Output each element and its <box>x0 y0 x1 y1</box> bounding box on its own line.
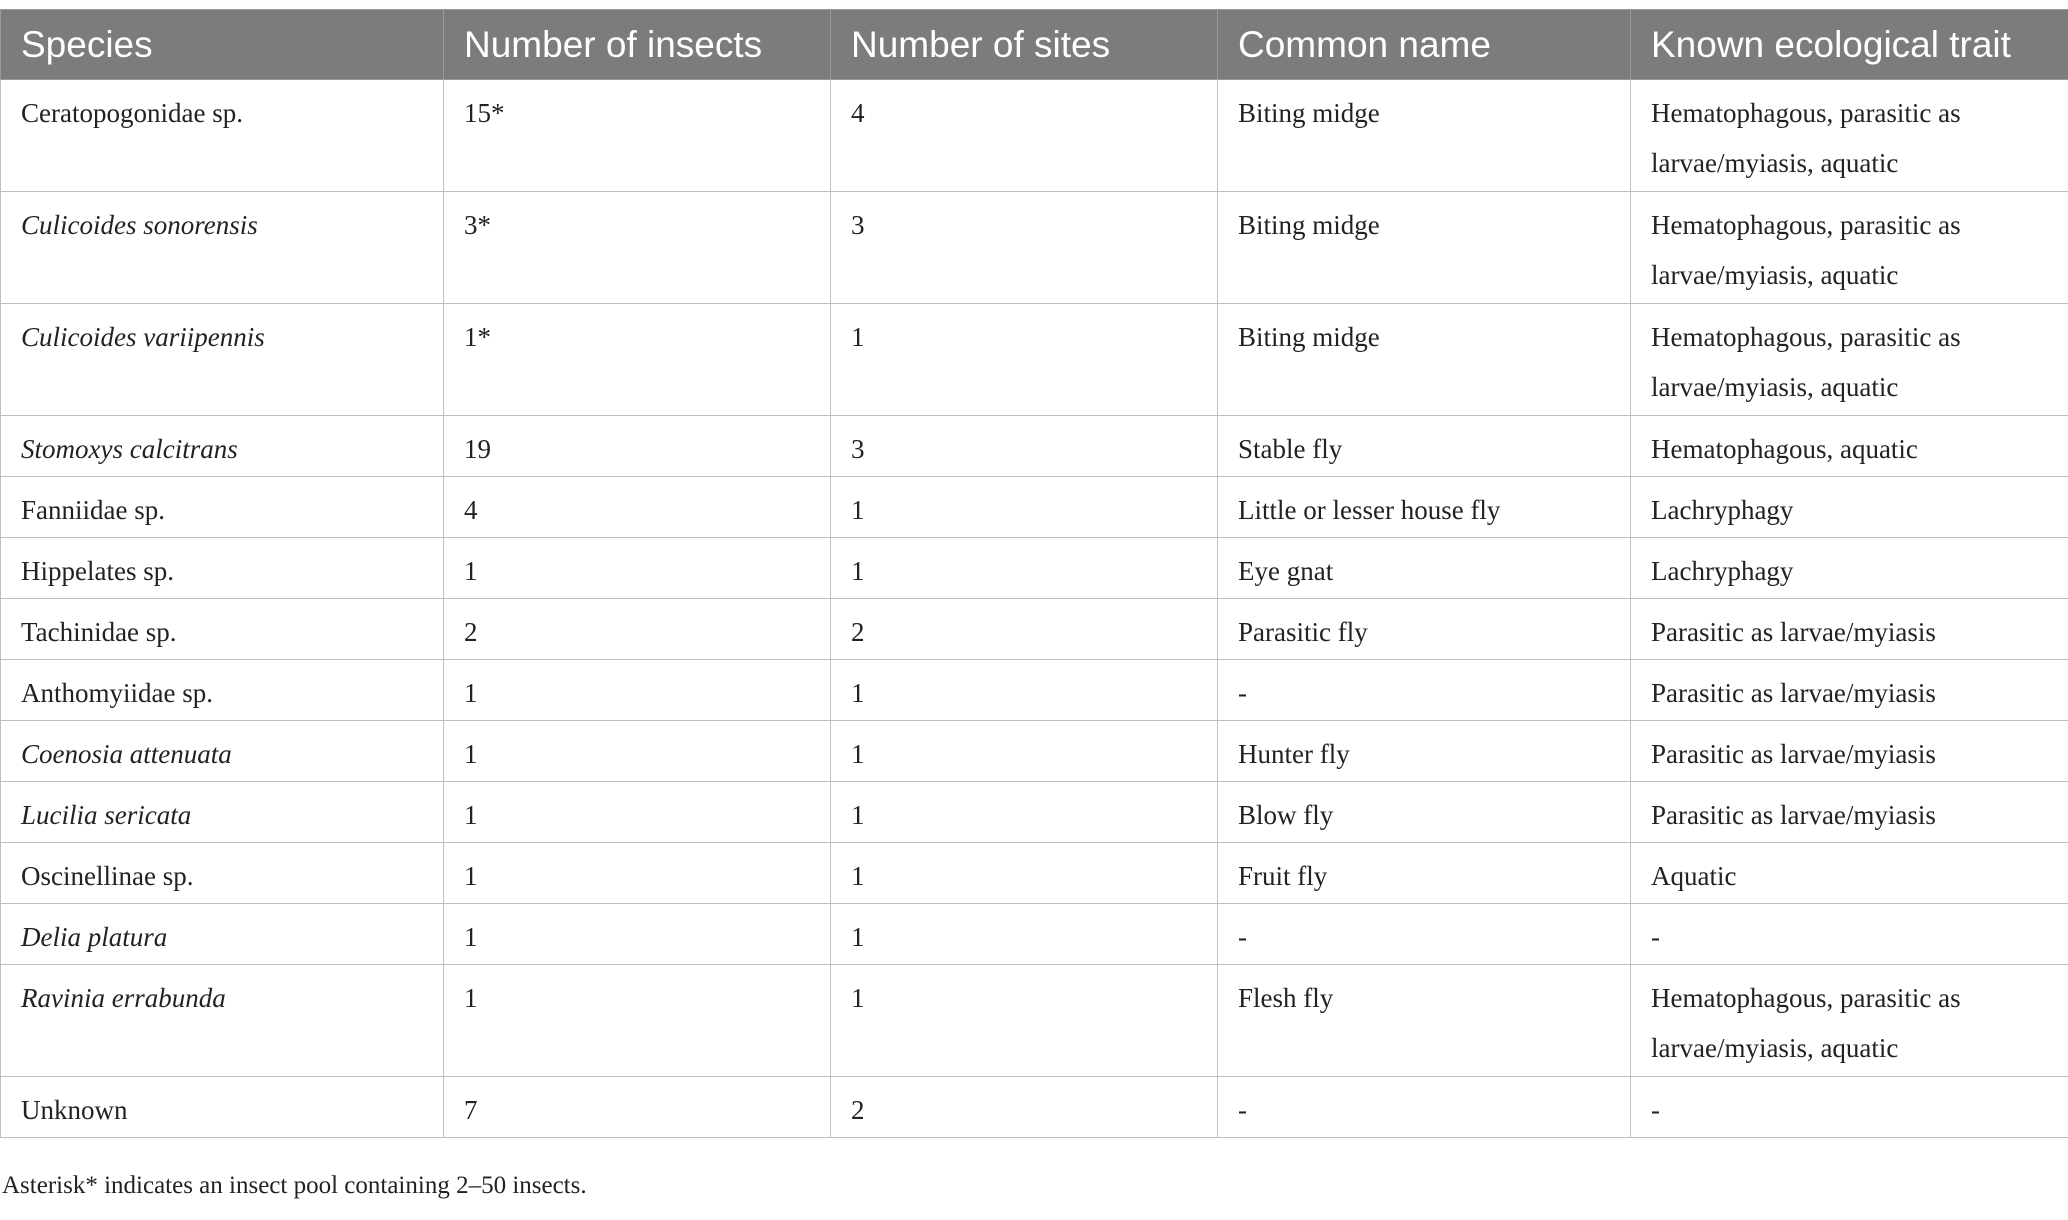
cell-ecological-trait: Hematophagous, parasitic as larvae/myiasis, aquatic <box>1631 192 2068 304</box>
cell-number-of-sites: 1 <box>831 721 1218 782</box>
cell-number-of-sites: 3 <box>831 416 1218 477</box>
cell-number-of-sites: 1 <box>831 843 1218 904</box>
cell-species: Culicoides sonorensis <box>1 192 444 304</box>
cell-common-name: Biting midge <box>1218 192 1631 304</box>
cell-common-name: Eye gnat <box>1218 538 1631 599</box>
cell-ecological-trait: Hematophagous, parasitic as larvae/myiasis, aquatic <box>1631 80 2068 192</box>
table-row <box>1 1077 2068 1138</box>
table-row <box>1 477 2068 538</box>
cell-number-of-sites: 2 <box>831 599 1218 660</box>
cell-number-of-sites: 2 <box>831 1077 1218 1138</box>
cell-number-of-sites: 1 <box>831 304 1218 416</box>
table-row <box>1 80 2068 192</box>
header-common-name: Common name <box>1218 10 1631 80</box>
cell-ecological-trait: Parasitic as larvae/myiasis <box>1631 599 2068 660</box>
cell-ecological-trait: - <box>1631 1077 2068 1138</box>
cell-number-of-sites: 1 <box>831 782 1218 843</box>
cell-species: Delia platura <box>1 904 444 965</box>
cell-number-of-insects: 3* <box>444 192 831 304</box>
cell-species: Ravinia errabunda <box>1 965 444 1077</box>
cell-species: Hippelates sp. <box>1 538 444 599</box>
cell-ecological-trait: - <box>1631 904 2068 965</box>
table-row <box>1 965 2068 1077</box>
cell-species: Oscinellinae sp. <box>1 843 444 904</box>
cell-number-of-sites: 3 <box>831 192 1218 304</box>
species-table <box>0 9 2068 1138</box>
cell-species: Tachinidae sp. <box>1 599 444 660</box>
cell-species: Unknown <box>1 1077 444 1138</box>
cell-ecological-trait: Hematophagous, parasitic as larvae/myiasis, aquatic <box>1631 304 2068 416</box>
table-row <box>1 904 2068 965</box>
cell-number-of-sites: 1 <box>831 538 1218 599</box>
cell-number-of-sites: 4 <box>831 80 1218 192</box>
cell-common-name: Stable fly <box>1218 416 1631 477</box>
cell-common-name: Little or lesser house fly <box>1218 477 1631 538</box>
cell-number-of-insects: 1* <box>444 304 831 416</box>
table-row <box>1 843 2068 904</box>
cell-number-of-insects: 2 <box>444 599 831 660</box>
cell-number-of-sites: 1 <box>831 477 1218 538</box>
table-row <box>1 538 2068 599</box>
cell-species: Stomoxys calcitrans <box>1 416 444 477</box>
cell-species: Fanniidae sp. <box>1 477 444 538</box>
cell-ecological-trait: Hematophagous, parasitic as larvae/myiasis, aquatic <box>1631 965 2068 1077</box>
cell-species: Ceratopogonidae sp. <box>1 80 444 192</box>
cell-species: Lucilia sericata <box>1 782 444 843</box>
cell-ecological-trait: Parasitic as larvae/myiasis <box>1631 660 2068 721</box>
cell-number-of-insects: 19 <box>444 416 831 477</box>
cell-ecological-trait: Lachryphagy <box>1631 538 2068 599</box>
cell-species: Anthomyiidae sp. <box>1 660 444 721</box>
cell-ecological-trait: Lachryphagy <box>1631 477 2068 538</box>
table-header-row <box>1 10 2068 80</box>
table-row <box>1 660 2068 721</box>
cell-species: Culicoides variipennis <box>1 304 444 416</box>
cell-number-of-insects: 1 <box>444 904 831 965</box>
cell-common-name: Fruit fly <box>1218 843 1631 904</box>
table-body <box>1 80 2068 1138</box>
header-number-of-insects: Number of insects <box>444 10 831 80</box>
header-ecological-trait: Known ecological trait <box>1631 10 2068 80</box>
cell-common-name: Biting midge <box>1218 304 1631 416</box>
cell-number-of-sites: 1 <box>831 904 1218 965</box>
cell-number-of-insects: 1 <box>444 721 831 782</box>
cell-ecological-trait: Parasitic as larvae/myiasis <box>1631 721 2068 782</box>
cell-common-name: Hunter fly <box>1218 721 1631 782</box>
cell-common-name: - <box>1218 904 1631 965</box>
cell-number-of-insects: 1 <box>444 965 831 1077</box>
cell-common-name: Parasitic fly <box>1218 599 1631 660</box>
cell-number-of-insects: 1 <box>444 782 831 843</box>
cell-common-name: Biting midge <box>1218 80 1631 192</box>
cell-number-of-insects: 4 <box>444 477 831 538</box>
header-species: Species <box>1 10 444 80</box>
cell-number-of-sites: 1 <box>831 660 1218 721</box>
cell-common-name: Flesh fly <box>1218 965 1631 1077</box>
cell-number-of-insects: 15* <box>444 80 831 192</box>
header-number-of-sites: Number of sites <box>831 10 1218 80</box>
table-footnote: Asterisk* indicates an insect pool containing 2–50 insects. <box>2 1172 587 1199</box>
table-row <box>1 192 2068 304</box>
table-row <box>1 416 2068 477</box>
cell-common-name: - <box>1218 1077 1631 1138</box>
cell-ecological-trait: Aquatic <box>1631 843 2068 904</box>
cell-species: Coenosia attenuata <box>1 721 444 782</box>
table-row <box>1 304 2068 416</box>
cell-number-of-insects: 1 <box>444 660 831 721</box>
cell-common-name: - <box>1218 660 1631 721</box>
cell-ecological-trait: Parasitic as larvae/myiasis <box>1631 782 2068 843</box>
cell-number-of-insects: 7 <box>444 1077 831 1138</box>
cell-number-of-sites: 1 <box>831 965 1218 1077</box>
cell-number-of-insects: 1 <box>444 843 831 904</box>
table-row <box>1 599 2068 660</box>
table-row <box>1 782 2068 843</box>
cell-ecological-trait: Hematophagous, aquatic <box>1631 416 2068 477</box>
cell-number-of-insects: 1 <box>444 538 831 599</box>
table-row <box>1 721 2068 782</box>
cell-common-name: Blow fly <box>1218 782 1631 843</box>
